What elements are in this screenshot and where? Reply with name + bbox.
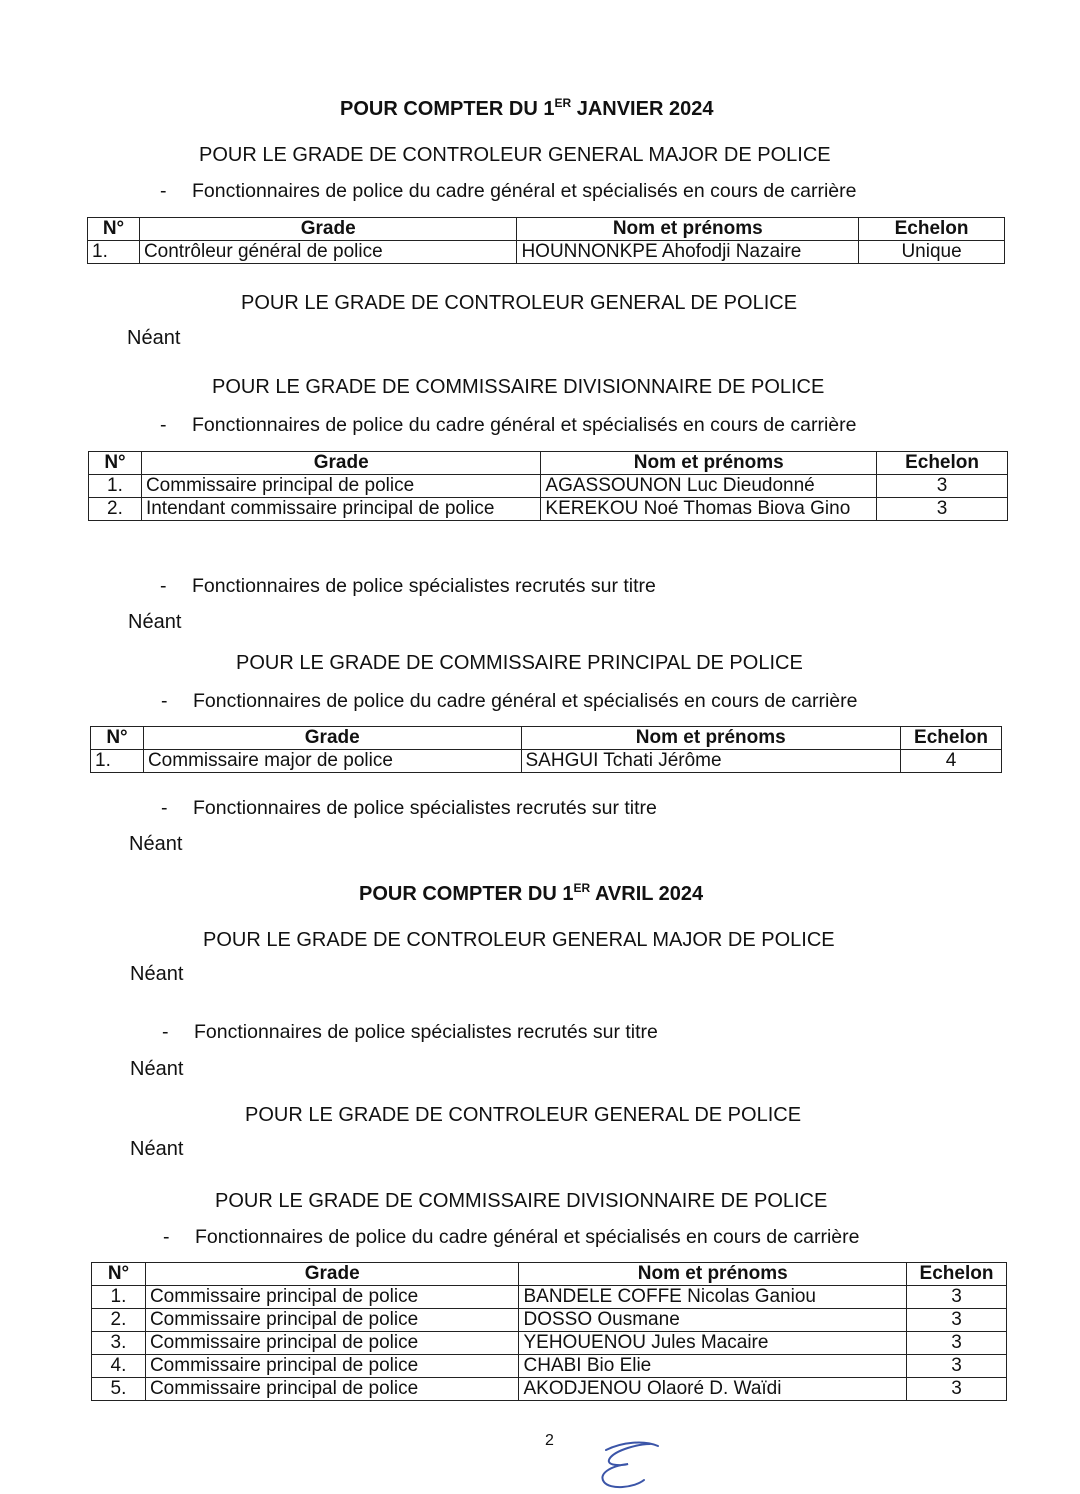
cell-grade: Intendant commissaire principal de police bbox=[141, 498, 540, 521]
cell-grade: Commissaire principal de police bbox=[145, 1378, 519, 1401]
grade-heading: POUR LE GRADE DE CONTROLEUR GENERAL DE POLICE bbox=[245, 1104, 802, 1126]
table-row bbox=[88, 241, 1005, 264]
promotion-table bbox=[87, 217, 1005, 264]
neant-text: Néant bbox=[130, 963, 184, 985]
page-number: 2 bbox=[545, 1432, 554, 1449]
cell-echelon: 3 bbox=[907, 1378, 1007, 1401]
bullet-text: Fonctionnaires de police du cadre général et spécialisés en cours de carrière bbox=[193, 690, 858, 712]
cell-n: 2. bbox=[92, 1309, 146, 1332]
cell-echelon: 3 bbox=[907, 1355, 1007, 1378]
col-header-n: N° bbox=[89, 452, 142, 475]
bullet-text: Fonctionnaires de police spécialistes recrutés sur titre bbox=[194, 1021, 658, 1043]
promotion-table bbox=[88, 451, 1008, 521]
grade-heading: POUR LE GRADE DE COMMISSAIRE PRINCIPAL DE POLICE bbox=[236, 652, 803, 674]
cell-nom: KEREKOU Noé Thomas Biova Gino bbox=[541, 498, 877, 521]
col-header-nom: Nom et prénoms bbox=[519, 1263, 907, 1286]
col-header-n: N° bbox=[88, 218, 140, 241]
table-row bbox=[92, 1286, 1007, 1309]
col-header-grade: Grade bbox=[143, 727, 521, 750]
col-header-grade: Grade bbox=[139, 218, 517, 241]
grade-heading: POUR LE GRADE DE CONTROLEUR GENERAL MAJOR DE POLICE bbox=[199, 144, 831, 166]
cell-grade: Commissaire principal de police bbox=[145, 1332, 519, 1355]
table-header-row bbox=[89, 452, 1008, 475]
bullet-text: Fonctionnaires de police du cadre général et spécialisés en cours de carrière bbox=[192, 414, 857, 436]
grade-heading: POUR LE GRADE DE CONTROLEUR GENERAL MAJOR DE POLICE bbox=[203, 929, 835, 951]
category-bullet bbox=[161, 690, 857, 713]
col-header-grade: Grade bbox=[145, 1263, 519, 1286]
table-row bbox=[89, 498, 1008, 521]
title-text: POUR COMPTER DU 1 bbox=[340, 98, 555, 120]
bullet-dash: - bbox=[162, 1021, 169, 1043]
cell-grade: Commissaire major de police bbox=[143, 750, 521, 773]
col-header-grade: Grade bbox=[141, 452, 540, 475]
col-header-echelon: Echelon bbox=[901, 727, 1002, 750]
cell-grade: Commissaire principal de police bbox=[145, 1286, 519, 1309]
cell-nom: BANDELE COFFE Nicolas Ganiou bbox=[519, 1286, 907, 1309]
category-bullet bbox=[160, 414, 856, 437]
bullet-text: Fonctionnaires de police spécialistes recrutés sur titre bbox=[193, 797, 657, 819]
handwritten-initials-icon bbox=[592, 1436, 664, 1492]
table-row bbox=[92, 1378, 1007, 1401]
cell-n: 3. bbox=[92, 1332, 146, 1355]
cell-n: 1. bbox=[92, 1286, 146, 1309]
bullet-text: Fonctionnaires de police du cadre général et spécialisés en cours de carrière bbox=[192, 180, 857, 202]
neant-text: Néant bbox=[130, 1058, 184, 1080]
table-header-row bbox=[91, 727, 1002, 750]
neant-text: Néant bbox=[129, 833, 183, 855]
neant-text: Néant bbox=[130, 1138, 184, 1160]
cell-echelon: 4 bbox=[901, 750, 1002, 773]
category-bullet bbox=[160, 575, 656, 598]
cell-nom: CHABI Bio Elie bbox=[519, 1355, 907, 1378]
cell-echelon: 3 bbox=[877, 498, 1008, 521]
cell-nom: HOUNNONKPE Ahofodji Nazaire bbox=[517, 241, 859, 264]
cell-echelon: 3 bbox=[907, 1332, 1007, 1355]
cell-nom: AKODJENOU Olaoré D. Waïdi bbox=[519, 1378, 907, 1401]
bullet-dash: - bbox=[160, 575, 167, 597]
col-header-n: N° bbox=[91, 727, 144, 750]
neant-text: Néant bbox=[128, 611, 182, 633]
grade-heading: POUR LE GRADE DE CONTROLEUR GENERAL DE POLICE bbox=[241, 292, 798, 314]
grade-heading: POUR LE GRADE DE COMMISSAIRE DIVISIONNAIRE DE POLICE bbox=[212, 376, 825, 398]
bullet-dash: - bbox=[163, 1226, 170, 1248]
cell-echelon: 3 bbox=[877, 475, 1008, 498]
cell-echelon: 3 bbox=[907, 1309, 1007, 1332]
col-header-nom: Nom et prénoms bbox=[541, 452, 877, 475]
title-text: JANVIER 2024 bbox=[571, 98, 714, 120]
table-row bbox=[91, 750, 1002, 773]
cell-n: 1. bbox=[89, 475, 142, 498]
col-header-echelon: Echelon bbox=[859, 218, 1005, 241]
cell-nom: SAHGUI Tchati Jérôme bbox=[521, 750, 901, 773]
bullet-dash: - bbox=[160, 180, 167, 202]
col-header-nom: Nom et prénoms bbox=[517, 218, 859, 241]
category-bullet bbox=[163, 1226, 859, 1249]
table-row bbox=[92, 1355, 1007, 1378]
cell-n: 5. bbox=[92, 1378, 146, 1401]
bullet-text: Fonctionnaires de police spécialistes recrutés sur titre bbox=[192, 575, 656, 597]
cell-n: 4. bbox=[92, 1355, 146, 1378]
cell-n: 2. bbox=[89, 498, 142, 521]
title-text: POUR COMPTER DU 1 bbox=[359, 883, 574, 905]
cell-n: 1. bbox=[91, 750, 144, 773]
cell-nom: DOSSO Ousmane bbox=[519, 1309, 907, 1332]
cell-grade: Contrôleur général de police bbox=[139, 241, 517, 264]
table-row bbox=[92, 1332, 1007, 1355]
title-sup: ER bbox=[573, 881, 591, 895]
cell-grade: Commissaire principal de police bbox=[145, 1355, 519, 1378]
table-header-row bbox=[92, 1263, 1007, 1286]
cell-echelon: 3 bbox=[907, 1286, 1007, 1309]
bullet-dash: - bbox=[161, 690, 168, 712]
col-header-echelon: Echelon bbox=[877, 452, 1008, 475]
grade-heading: POUR LE GRADE DE COMMISSAIRE DIVISIONNAIRE DE POLICE bbox=[215, 1190, 828, 1212]
bullet-dash: - bbox=[160, 414, 167, 436]
title-text: AVRIL 2024 bbox=[590, 883, 704, 905]
table-header-row bbox=[88, 218, 1005, 241]
cell-n: 1. bbox=[88, 241, 140, 264]
promotion-table bbox=[91, 1262, 1007, 1401]
col-header-nom: Nom et prénoms bbox=[521, 727, 901, 750]
section-title-avril bbox=[359, 883, 703, 906]
cell-echelon: Unique bbox=[859, 241, 1005, 264]
cell-nom: AGASSOUNON Luc Dieudonné bbox=[541, 475, 877, 498]
bullet-dash: - bbox=[161, 797, 168, 819]
cell-nom: YEHOUENOU Jules Macaire bbox=[519, 1332, 907, 1355]
promotion-table bbox=[90, 726, 1002, 773]
title-sup: ER bbox=[554, 96, 572, 110]
neant-text: Néant bbox=[127, 327, 181, 349]
category-bullet bbox=[162, 1021, 658, 1044]
cell-grade: Commissaire principal de police bbox=[141, 475, 540, 498]
table-row bbox=[92, 1309, 1007, 1332]
cell-grade: Commissaire principal de police bbox=[145, 1309, 519, 1332]
category-bullet bbox=[161, 797, 657, 820]
col-header-echelon: Echelon bbox=[907, 1263, 1007, 1286]
bullet-text: Fonctionnaires de police du cadre général et spécialisés en cours de carrière bbox=[195, 1226, 860, 1248]
section-title-janvier bbox=[340, 98, 713, 121]
table-row bbox=[89, 475, 1008, 498]
col-header-n: N° bbox=[92, 1263, 146, 1286]
category-bullet bbox=[160, 180, 856, 203]
